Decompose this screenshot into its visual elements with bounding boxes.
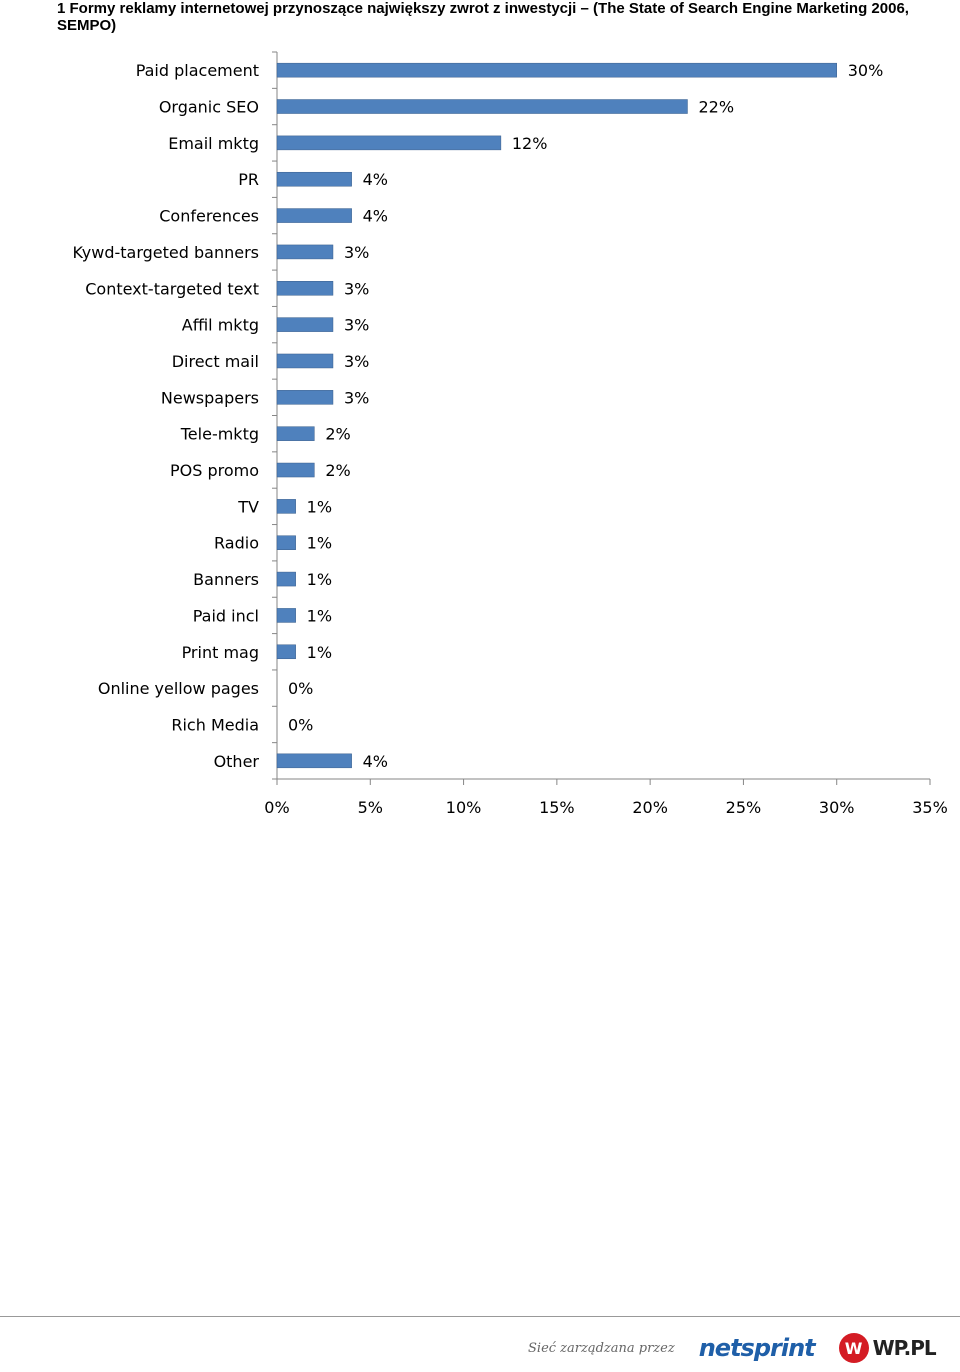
footer-divider [0,1316,960,1317]
x-tick-label: 20% [632,798,668,817]
bar [277,499,296,513]
data-label: 3% [343,388,370,408]
bar [277,245,333,259]
data-label: 1% [306,497,333,517]
category-label: Print mag [181,642,259,662]
bar [277,427,314,441]
wp-emblem-icon: W [839,1333,869,1363]
x-tick-label: 0% [264,798,290,817]
data-label: 2% [325,424,351,444]
data-label: 30% [847,61,884,81]
bar [277,754,352,768]
bar [277,136,501,150]
x-tick-label: 25% [725,798,762,817]
category-label: POS promo [169,461,259,481]
x-tick-label: 30% [818,798,855,817]
bar [277,536,296,550]
data-label: 4% [362,751,389,771]
data-label: 3% [343,315,370,335]
category-label: Direct mail [171,351,259,371]
bar [277,645,296,659]
wp-logo [839,1333,936,1363]
category-label: Other [213,751,259,771]
bar [277,354,333,368]
category-label: Context-targeted text [85,279,259,299]
category-label: Online yellow pages [97,679,259,699]
x-tick-label: 10% [445,798,482,817]
category-label: Organic SEO [158,97,259,117]
chart-title: 1 Formy reklamy internetowej przynoszące największy zwrot z inwestycji – (The State of Search Engine Marketing 2006, SEMPO) [57,0,909,34]
bar [277,390,333,404]
data-label: 4% [362,206,389,226]
category-label: Email mktg [168,133,259,153]
data-label: 1% [306,606,333,626]
data-label: 22% [698,97,735,117]
data-label: 1% [306,533,333,553]
category-label: TV [238,497,259,517]
category-label: Radio [214,533,259,553]
data-label: 12% [511,133,548,153]
bar [277,463,314,477]
category-label: Conferences [159,206,259,226]
category-label: Rich Media [171,715,259,735]
data-label: 4% [362,170,389,190]
data-label: 0% [288,679,314,699]
category-label: Paid placement [135,61,259,81]
data-label: 3% [343,351,370,371]
bar [277,172,352,186]
data-label: 3% [343,242,370,262]
bar [277,608,296,622]
data-label: 1% [306,570,333,590]
netsprint-logo: netsprint [698,1334,815,1362]
wp-logo-text: WP.PL [872,1336,936,1360]
category-label: Paid incl [192,606,259,626]
bar [277,100,687,114]
bar [277,209,352,223]
category-label: Tele-mktg [180,424,259,444]
bar [277,572,296,586]
data-label: 2% [325,461,351,481]
data-label: 1% [306,642,333,662]
footer [528,1328,936,1368]
category-label: Banners [193,570,259,590]
x-tick-label: 5% [357,798,383,817]
category-label: Affil mktg [181,315,259,335]
x-tick-label: 35% [912,798,948,817]
category-label: PR [238,170,259,190]
data-label: 0% [288,715,314,735]
bar [277,63,837,77]
category-label: Kywd-targeted banners [72,242,259,262]
category-label: Newspapers [160,388,259,408]
data-label: 3% [343,279,370,299]
footer-caption: Sieć zarządzana przez [528,1340,675,1356]
bar [277,281,333,295]
x-tick-label: 15% [539,798,575,817]
bar [277,318,333,332]
